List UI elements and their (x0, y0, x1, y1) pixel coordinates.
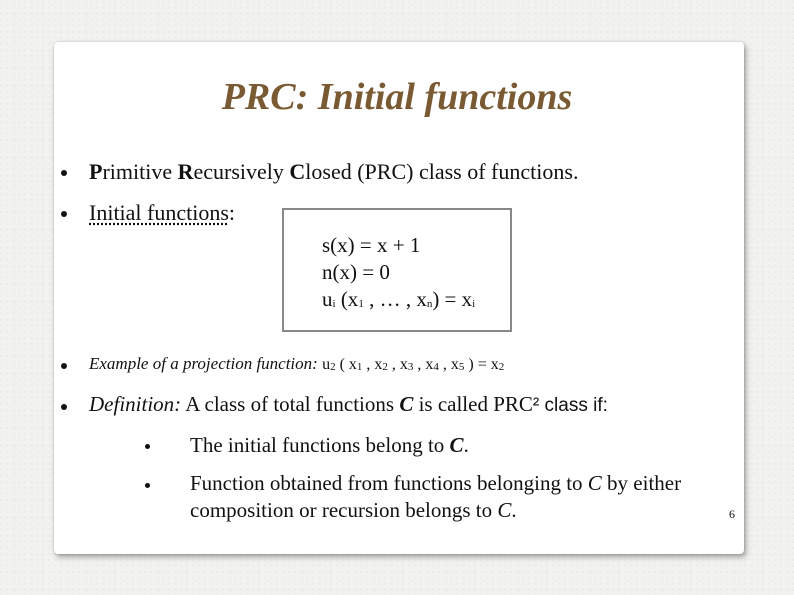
subscript: 2 (382, 361, 388, 373)
formula-part: u (322, 356, 331, 373)
sub-bullet-dot (145, 483, 150, 488)
class-symbol-c: C (587, 471, 602, 495)
subscript: 2 (330, 361, 336, 373)
subscript: 5 (458, 361, 465, 373)
bold-letter-r: R (177, 159, 194, 184)
projection-formula (322, 287, 475, 312)
example-formula (322, 356, 504, 373)
period: . (511, 498, 517, 522)
definition-label: Definition: (89, 392, 182, 416)
subscript: 2 (498, 361, 505, 373)
bullet-dot (61, 211, 67, 217)
formula-part: ) = x (432, 287, 473, 311)
formula-part: , x (438, 356, 459, 373)
zero-formula: n(x) = 0 (322, 260, 390, 284)
text-part: rimitive (102, 159, 178, 184)
slide-title: PRC: Initial functions (221, 76, 573, 118)
subscript: 4 (433, 361, 439, 373)
class-symbol-c: C (497, 498, 512, 522)
formula-part: ( x (335, 356, 357, 373)
definition-text-sans: ² class if: (532, 395, 608, 416)
initial-functions-term: Initial functions (89, 200, 229, 225)
bullet-dot (61, 404, 67, 410)
subscript: i (332, 298, 336, 310)
text-part: losed (PRC) class of functions. (305, 159, 579, 184)
subscript: n (426, 298, 433, 310)
sub-bullet-dot (145, 444, 150, 449)
bullet-example (89, 354, 504, 374)
class-symbol-c: C (399, 392, 414, 416)
formula-part: ) = x (464, 356, 499, 373)
bold-letter-c: C (289, 159, 306, 184)
sub-bullet-closure-line2 (190, 498, 517, 523)
formula-part: , … , x (363, 287, 427, 311)
subscript: 3 (407, 361, 414, 373)
text-part: ecursively (193, 159, 290, 184)
sub-bullet-text: Function obtained from functions belonging to (190, 471, 588, 495)
formula-part: (x (335, 287, 359, 311)
bullet-dot (61, 363, 67, 369)
formula-part: , x (362, 356, 383, 373)
u-symbol: u (322, 287, 333, 311)
sub-bullet-text: The initial functions belong to (190, 433, 450, 457)
definition-text: A class of total functions (181, 392, 400, 416)
bold-letter-p: P (89, 159, 103, 184)
class-symbol-c: C (449, 433, 464, 457)
period: . (463, 433, 469, 457)
subscript: 1 (358, 298, 364, 310)
bullet-prc-definition (89, 159, 578, 185)
page-number: 6 (729, 507, 735, 521)
bullet-dot (61, 170, 67, 176)
formula-box (282, 208, 512, 332)
subscript: 1 (356, 361, 363, 373)
sub-bullet-closure-line1 (190, 471, 681, 496)
subscript: i (472, 298, 476, 310)
sub-bullet-initial-belong (190, 433, 469, 458)
sub-bullet-text: composition or recursion belongs to (190, 498, 498, 522)
bullet-initial-functions (89, 200, 235, 226)
colon: : (228, 200, 236, 225)
successor-formula: s(x) = x + 1 (322, 233, 421, 257)
bullet-definition (89, 392, 608, 417)
definition-text: is called PRC (413, 392, 533, 416)
example-label: Example of a projection function: (89, 354, 318, 373)
formula-part: , x (413, 356, 434, 373)
sub-bullet-text: by either (601, 471, 682, 495)
formula-part: , x (387, 356, 408, 373)
